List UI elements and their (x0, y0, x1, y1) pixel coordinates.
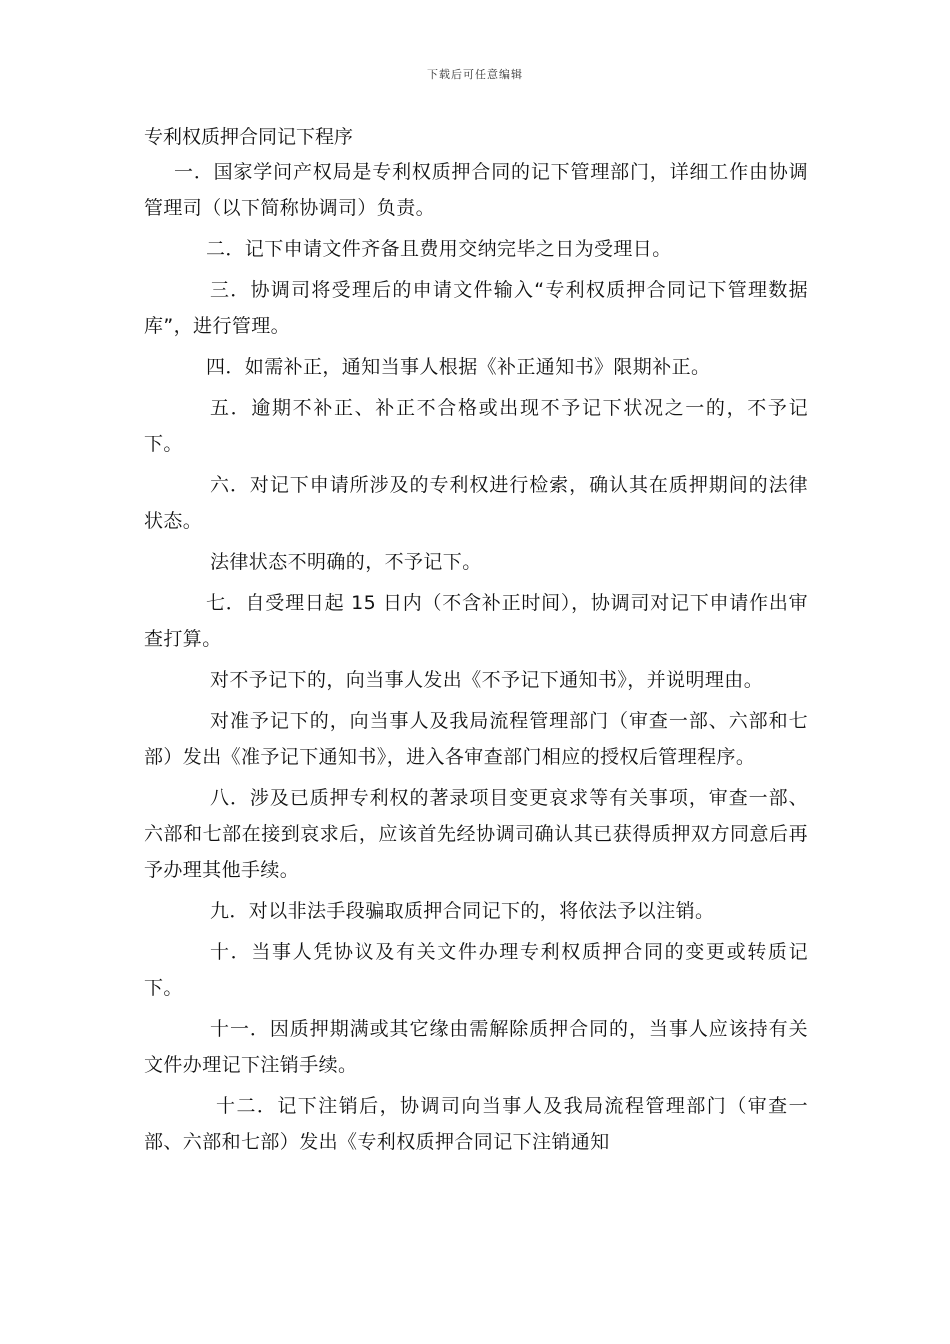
paragraph-list (144, 154, 808, 1160)
page-header: 下载后可任意编辑 (427, 68, 523, 81)
paragraph: 五．逾期不补正、补正不合格或出现不予记下状况之一的，不予记下。 (144, 397, 808, 455)
paragraph: 六．对记下申请所涉及的专利权进行检索，确认其在质押期间的法律状态。 (144, 474, 808, 532)
paragraph: 四．如需补正，通知当事人根据《补正通知书》限期补正。 (206, 356, 711, 378)
document-title: 专利权质押合同记下程序 (144, 126, 354, 148)
paragraph: 七．自受理日起 15 日内（不含补正时间），协调司对记下申请作出审查打算。 (144, 592, 808, 650)
paragraph: 十．当事人凭协议及有关文件办理专利权质押合同的变更或转质记下。 (144, 941, 808, 999)
paragraph: 法律状态不明确的，不予记下。 (210, 551, 482, 573)
paragraph: 八．涉及已质押专利权的著录项目变更哀求等有关事项，审查一部、六部和七部在接到哀求后，应该首先经协调司确认其已获得质押双方同意后再予办理其他手续。 (144, 787, 808, 881)
paragraph: 九．对以非法手段骗取质押合同记下的，将依法予以注销。 (210, 900, 715, 922)
paragraph: 十二．记下注销后，协调司向当事人及我局流程管理部门（审查一部、六部和七部）发出《专利权质押合同记下注销通知 (144, 1095, 808, 1153)
paragraph: 二．记下申请文件齐备且费用交纳完毕之日为受理日。 (206, 238, 672, 260)
paragraph: 对不予记下的，向当事人发出《不予记下通知书》，并说明理由。 (210, 669, 764, 691)
document-body (144, 120, 808, 1160)
paragraph: 十一．因质押期满或其它缘由需解除质押合同的，当事人应该持有关文件办理记下注销手续。 (144, 1018, 808, 1076)
paragraph: 对准予记下的，向当事人及我局流程管理部门（审查一部、六部和七部）发出《准予记下通知书》，进入各审查部门相应的授权后管理程序。 (144, 710, 808, 768)
paragraph: 三．协调司将受理后的申请文件输入“专利权质押合同记下管理数据库”，进行管理。 (144, 279, 808, 337)
paragraph: 一．国家学问产权局是专利权质押合同的记下管理部门，详细工作由协调管理司（以下简称协调司）负责。 (144, 161, 808, 219)
